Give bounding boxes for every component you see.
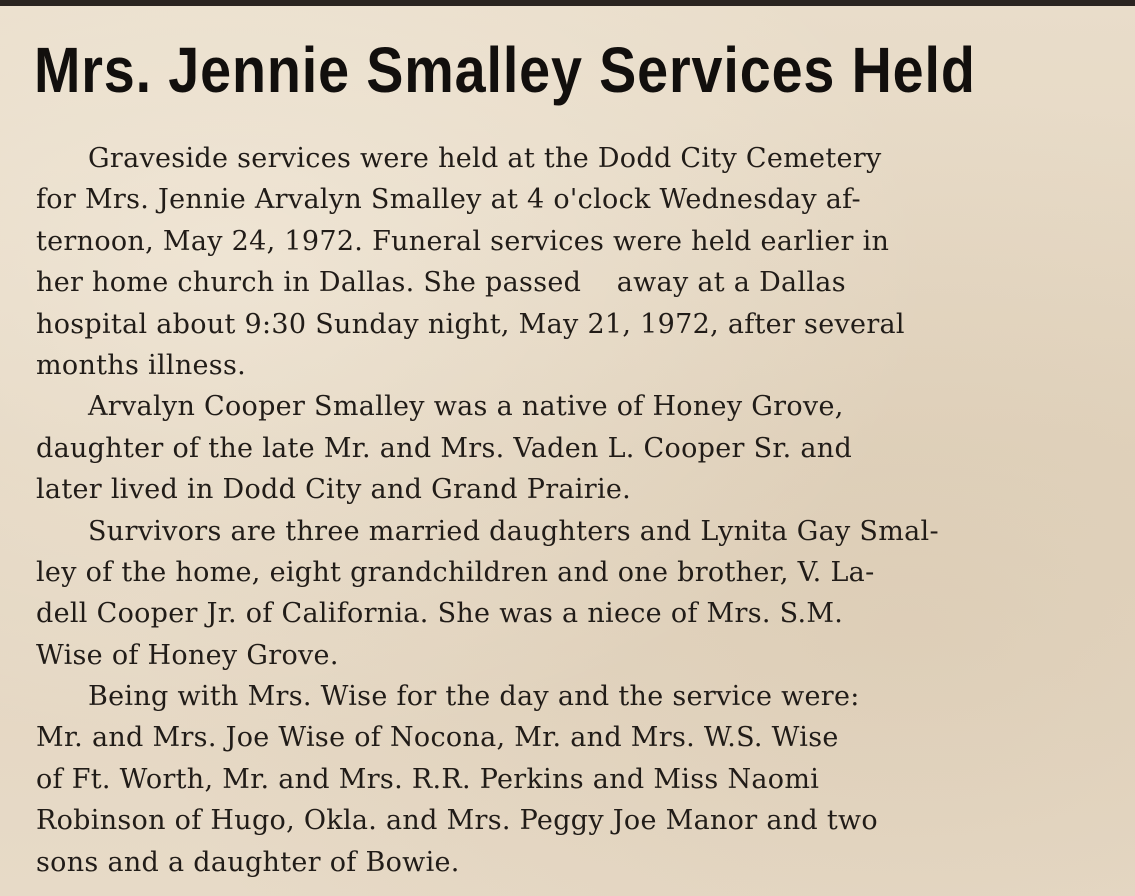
text-line: Mr. and Mrs. Joe Wise of Nocona, Mr. and Mrs. W.S. Wise bbox=[36, 722, 839, 754]
text-line: for Mrs. Jennie Arvalyn Smalley at 4 o'clock Wednesday af- bbox=[36, 184, 861, 216]
paragraph-4 bbox=[36, 676, 1096, 883]
text-line: ternoon, May 24, 1972. Funeral services were held earlier in bbox=[36, 225, 890, 257]
paragraph-3 bbox=[36, 511, 1096, 677]
text-line: Wise of Honey Grove. bbox=[36, 639, 339, 671]
headline: Mrs. Jennie Smalley Services Held bbox=[34, 34, 976, 106]
text-line: ley of the home, eight grandchildren and one brother, V. La- bbox=[36, 556, 875, 588]
text-line: hospital about 9:30 Sunday night, May 21, 1972, after several bbox=[36, 308, 905, 340]
text-line: Being with Mrs. Wise for the day and the service were: bbox=[88, 681, 860, 713]
text-line: daughter of the late Mr. and Mrs. Vaden L. Cooper Sr. and bbox=[36, 432, 853, 464]
paragraph-2 bbox=[36, 386, 1096, 510]
text-line: sons and a daughter of Bowie. bbox=[36, 846, 460, 878]
text-line: months illness. bbox=[36, 349, 246, 381]
paragraph-1 bbox=[36, 138, 1096, 386]
article-body bbox=[36, 138, 1096, 883]
text-line: Arvalyn Cooper Smalley was a native of Honey Grove, bbox=[88, 391, 844, 423]
text-line: Robinson of Hugo, Okla. and Mrs. Peggy Joe Manor and two bbox=[36, 805, 878, 837]
top-rule bbox=[0, 0, 1135, 6]
text-line: her home church in Dallas. She passed away at a Dallas bbox=[36, 267, 846, 299]
text-line: dell Cooper Jr. of California. She was a niece of Mrs. S.M. bbox=[36, 598, 844, 630]
text-line: Graveside services were held at the Dodd City Cemetery bbox=[88, 143, 882, 174]
text-line: Survivors are three married daughters and Lynita Gay Smal- bbox=[88, 515, 939, 547]
text-line: later lived in Dodd City and Grand Prairie. bbox=[36, 474, 632, 506]
text-line: of Ft. Worth, Mr. and Mrs. R.R. Perkins and Miss Naomi bbox=[36, 763, 820, 795]
